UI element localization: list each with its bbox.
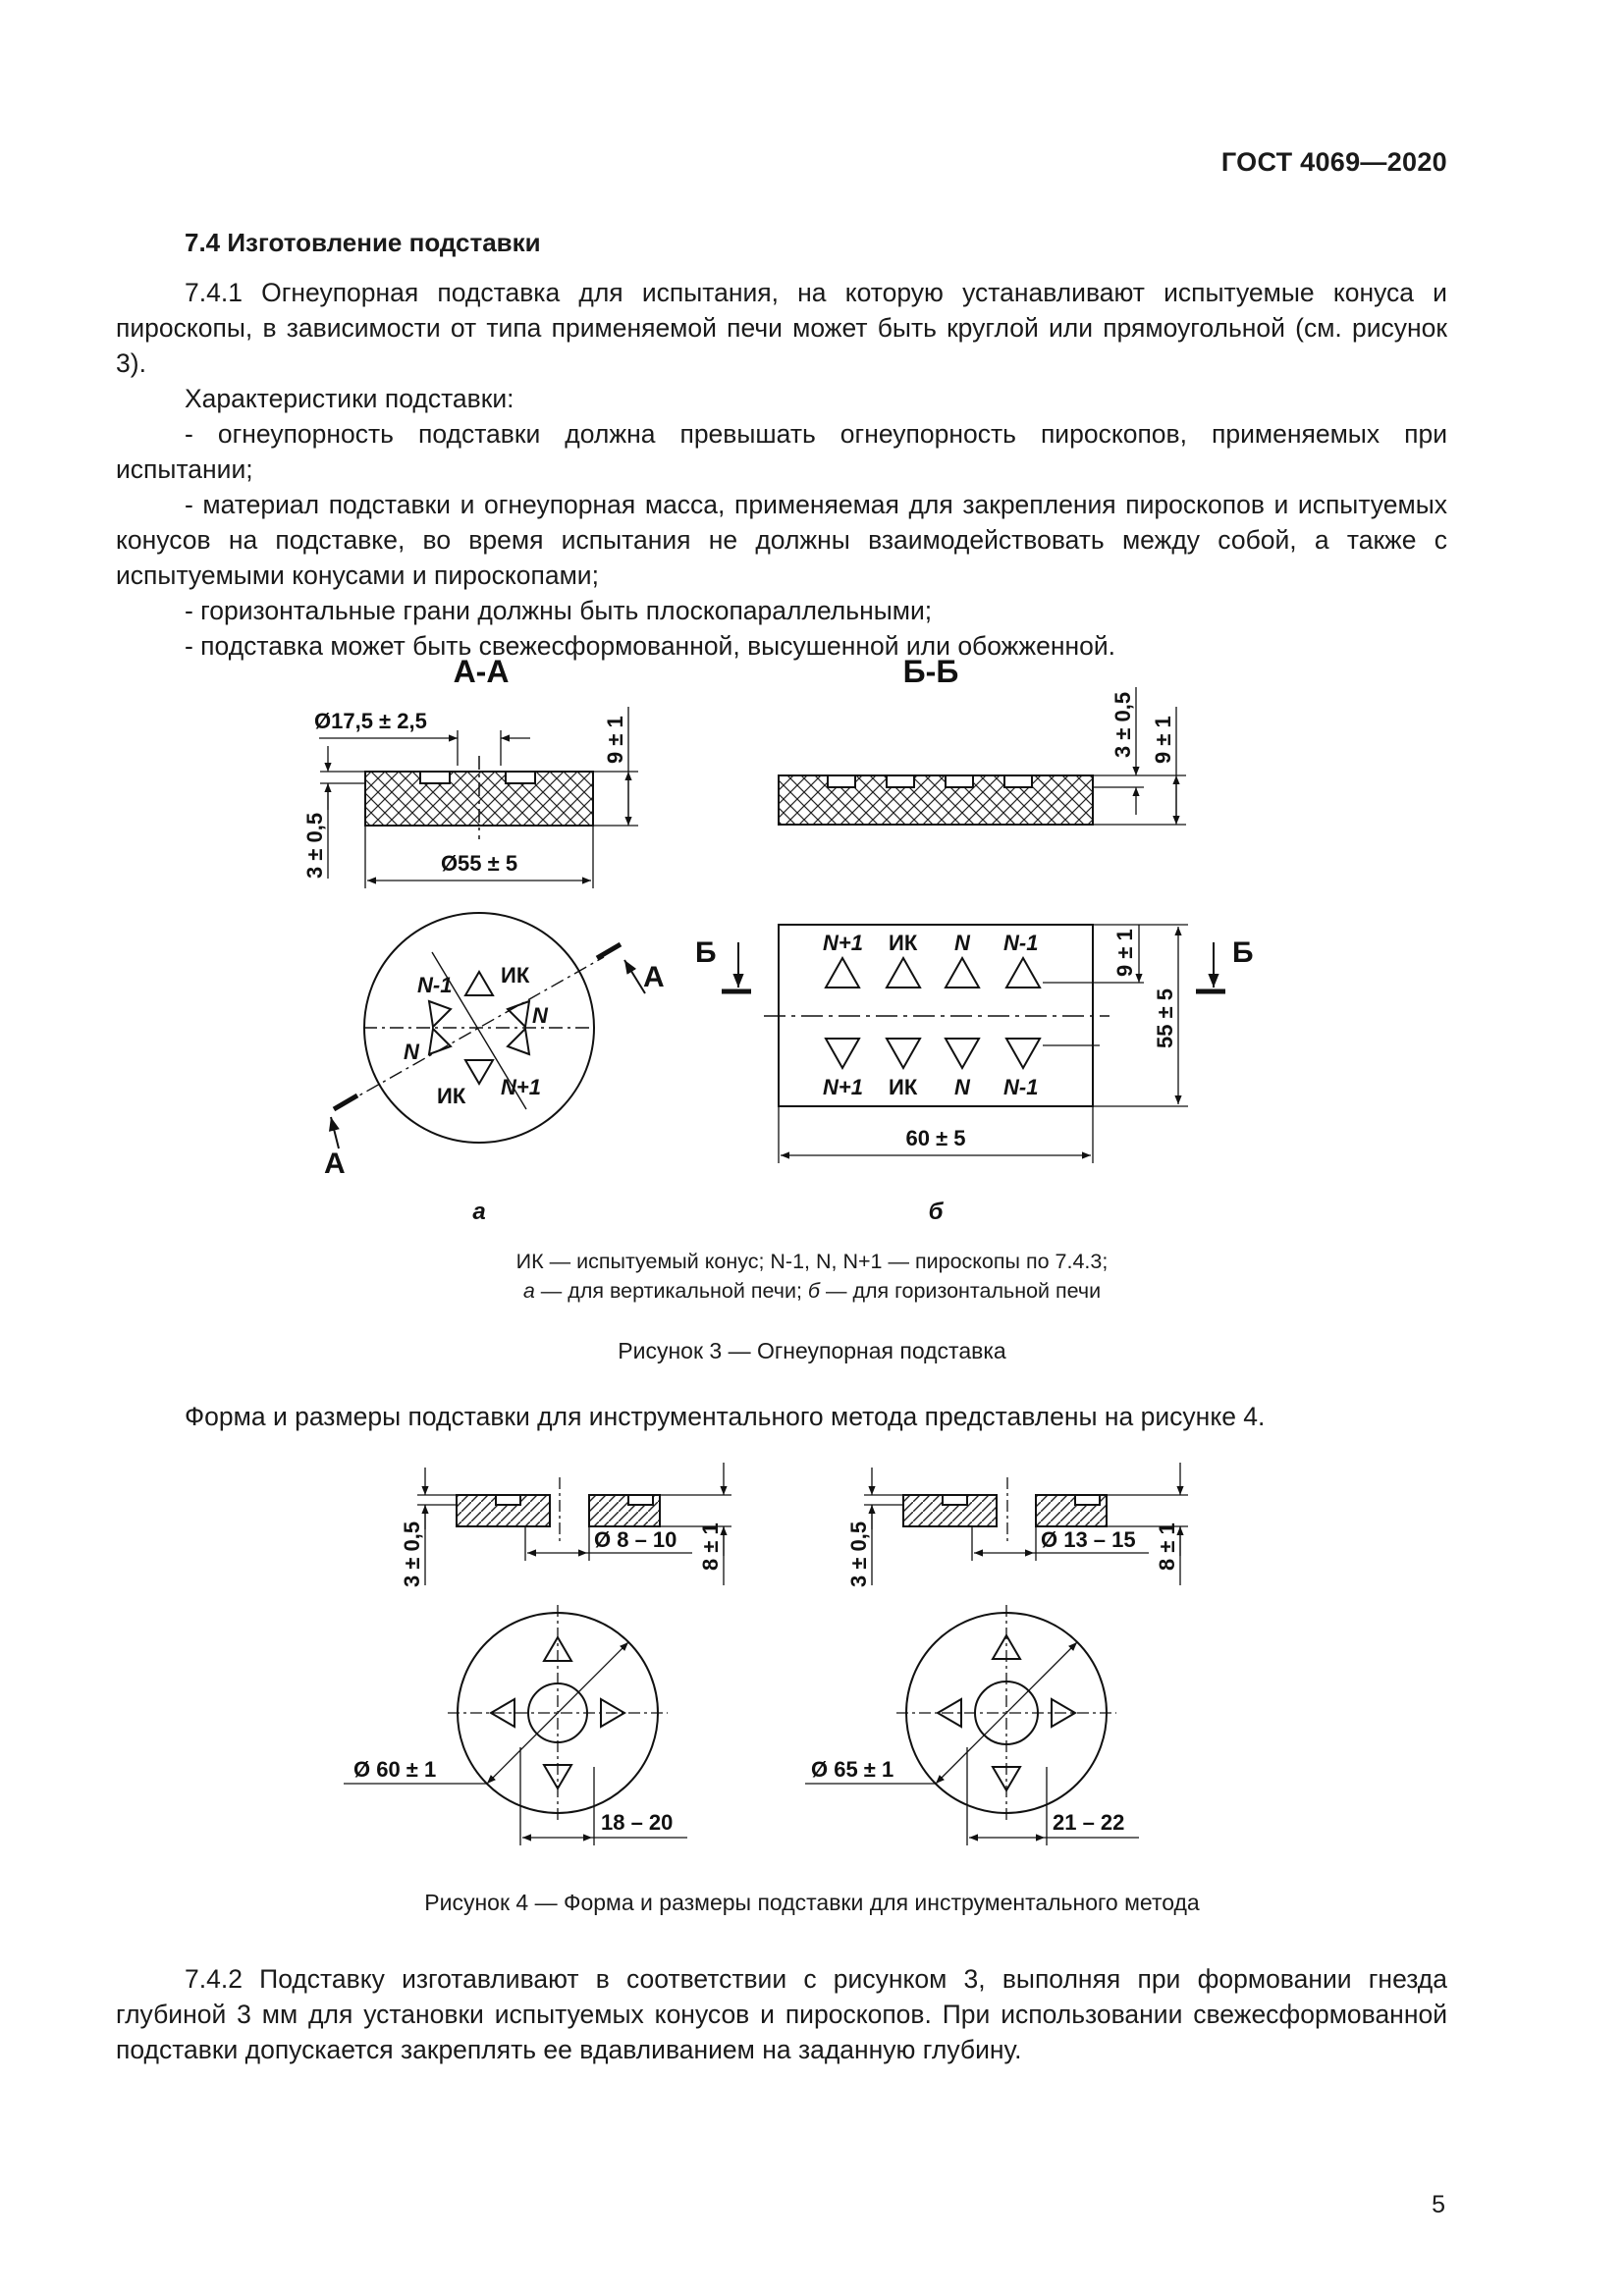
figure-3-title: Рисунок 3 — Огнеупорная подставка (618, 1338, 1006, 1363)
right-hole-diameter: Ø 13 – 15 (1041, 1527, 1136, 1552)
list-item: - материал подставки и огнеупорная масса, применяемая для закрепления пироскопов и испытуемых конусов на подставке, во время испытания не должны взаимодействовать между собой, а также с испытуемыми конусами и пироскопами; (116, 490, 1447, 590)
body-text-mid (116, 1399, 1447, 1434)
label-n-plus-top: N+1 (823, 931, 863, 955)
list-item: - подставка может быть свежесформованной, высушенной или обожженной. (185, 631, 1116, 661)
cut-b-label-right: Б (1232, 936, 1254, 969)
round-stand-plan (324, 913, 665, 1180)
legend-end: — для горизонтальной печи (820, 1279, 1102, 1303)
legend-mid: — для вертикальной печи; (534, 1279, 808, 1303)
dim-thickness-bb: 9 ± 1 (1151, 716, 1175, 764)
rect-stand-plan (695, 925, 1254, 1163)
dim-thickness-aa: 9 ± 1 (603, 716, 627, 764)
left-spacing: 18 – 20 (601, 1810, 674, 1835)
dim-width-rect: 55 ± 5 (1153, 988, 1177, 1048)
section-bb-label: Б-Б (902, 654, 959, 689)
label-ik-top: ИК (501, 963, 530, 988)
right-depth: 3 ± 0,5 (846, 1521, 871, 1587)
section-aa-label: А-А (453, 654, 510, 689)
right-thickness: 8 ± 1 (1155, 1522, 1179, 1571)
paragraph-7-4-2: 7.4.2 Подставку изготавливают в соответствии с рисунком 3, выполняя при формовании гнезда глубиной 3 мм для установки испытуемых конусов и пироскопов. При использовании свежесформованной подставки допускается закреплять ее вдавливанием на заданную глубину. (116, 1964, 1447, 2064)
right-spacing: 21 – 22 (1053, 1810, 1125, 1835)
figure-4-drawing (0, 1453, 1624, 1865)
instrument-stand-left (344, 1463, 731, 1845)
label-ik-bottom: ИК (437, 1084, 466, 1108)
section-title: 7.4 Изготовление подставки (185, 228, 541, 257)
label-ik-bottom-rect: ИК (889, 1075, 918, 1099)
legend-line-1: ИК — испытуемый конус; N-1, N, N+1 — пироскопы по 7.4.3; (515, 1250, 1109, 1273)
label-n-bottom: N (954, 1075, 970, 1099)
body-text-top (116, 275, 1447, 664)
label-n-plus: N+1 (501, 1075, 541, 1099)
label-n-minus-bottom: N-1 (1003, 1075, 1039, 1099)
list-item: - горизонтальные грани должны быть плоскопараллельными; (185, 596, 933, 625)
cut-a-label-top: А (643, 961, 665, 993)
subfigure-b-label: б (928, 1199, 944, 1225)
dim-length-rect: 60 ± 5 (905, 1126, 966, 1150)
page-number: 5 (1432, 2191, 1445, 2218)
legend-line-2 (0, 1276, 1624, 1306)
characteristics-heading: Характеристики подставки: (185, 384, 514, 413)
legend-b: б (807, 1279, 820, 1303)
label-n-left: N (404, 1040, 419, 1064)
figure-3-legend (0, 1247, 1624, 1306)
document-id: ГОСТ 4069—2020 (1220, 147, 1447, 177)
dim-inner-diameter: Ø17,5 ± 2,5 (314, 709, 427, 733)
label-n-minus-top: N-1 (1003, 931, 1039, 955)
figure-3-drawing (0, 648, 1624, 1256)
label-n-top: N (954, 931, 970, 955)
list-item: - огнеупорность подставки должна превышать огнеупорность пироскопов, применяемых при испытании; (116, 419, 1447, 484)
figure-4-title: Рисунок 4 — Форма и размеры подставки для инструментального метода (424, 1890, 1200, 1915)
label-n-plus-bottom: N+1 (823, 1075, 863, 1099)
instrument-stand-right (805, 1463, 1188, 1845)
left-depth: 3 ± 0,5 (400, 1521, 424, 1587)
left-thickness: 8 ± 1 (698, 1522, 723, 1571)
cut-b-label-left: Б (695, 936, 717, 969)
subfigure-a-label: а (472, 1199, 486, 1225)
section-bb (779, 654, 1186, 825)
dim-depth-left: 3 ± 0,5 (302, 812, 327, 879)
dim-outer-diameter: Ø55 ± 5 (440, 851, 518, 876)
cut-a-label-bottom: А (324, 1148, 346, 1180)
label-ik-top-rect: ИК (889, 931, 918, 955)
label-n-right: N (532, 1003, 548, 1028)
legend-a: а (522, 1279, 535, 1303)
right-outer-diameter: Ø 65 ± 1 (811, 1757, 894, 1782)
figure-4-intro: Форма и размеры подставки для инструментального метода представлены на рисунке 4. (185, 1402, 1266, 1431)
dim-depth-bb: 3 ± 0,5 (1110, 691, 1135, 758)
dim-row-offset: 9 ± 1 (1112, 929, 1137, 977)
left-hole-diameter: Ø 8 – 10 (594, 1527, 677, 1552)
section-aa (302, 654, 638, 888)
label-n-minus: N-1 (417, 973, 453, 997)
body-text-bottom (116, 1961, 1447, 2067)
paragraph-7-4-1: 7.4.1 Огнеупорная подставка для испытания, на которую устанавливают испытуемые конуса и пироскопы, в зависимости от типа применяемой печи может быть круглой или прямоугольной (см. рисунок 3). (116, 278, 1447, 378)
left-outer-diameter: Ø 60 ± 1 (353, 1757, 437, 1782)
